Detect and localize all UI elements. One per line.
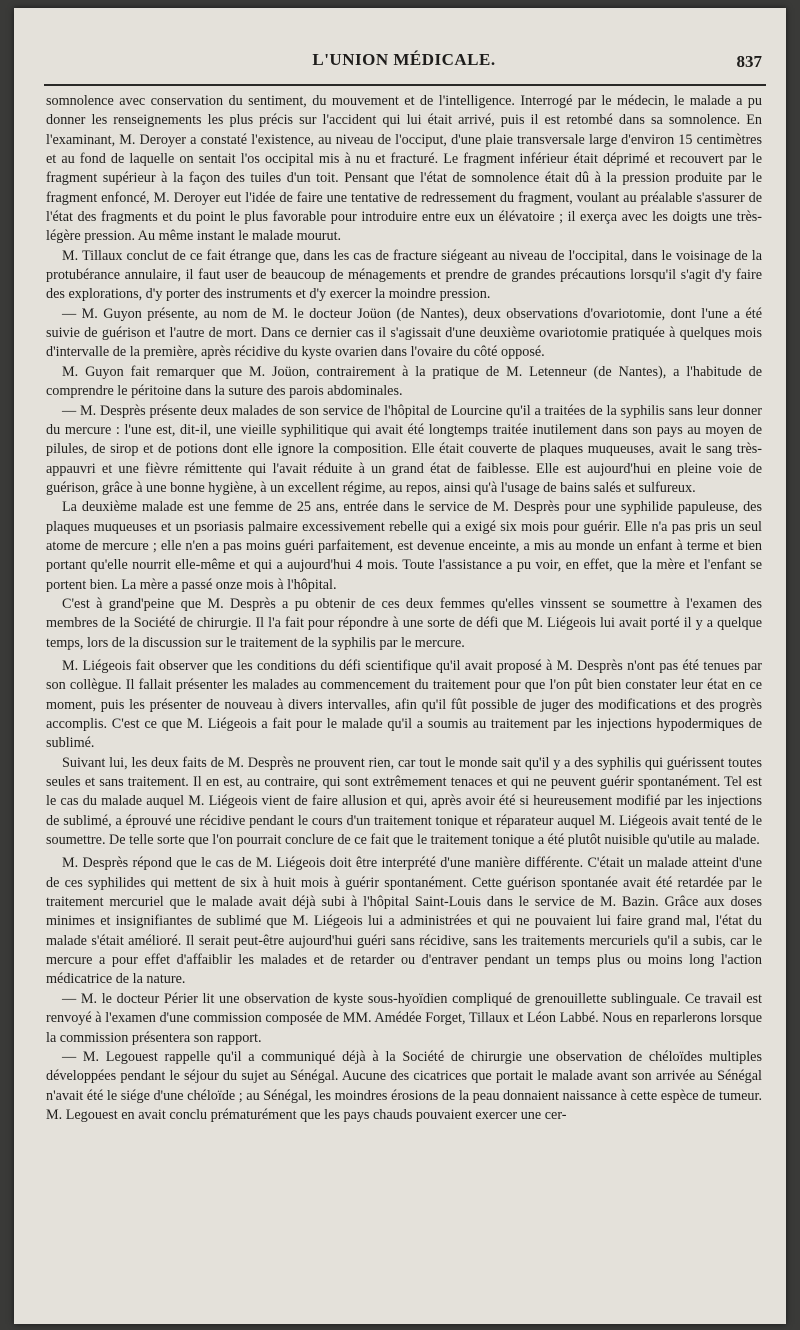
paragraph-5: — M. Desprès présente deux malades de son service de l'hôpital de Lourcine qu'il a traitées de la syphilis sans leur donner du mercure : l'une est, dit-il, une vieille syphilitique qui avait été longtemps traitée inutilement dans son pays au moyen de pilules, de sirop et de potions dont elle ignore la composition. Elle était couverte de plaques muqueuses, avait le sang très-appauvri et une fièvre rémittente qui l'avait réduite à un grand état de faiblesse. Elle est aujourd'hui en pleine voie de guérison, grâce à une bonne hygiène, à un excellent régime, au repos, ainsi qu'à l'usage de bains salés et sulfureux.: [46, 402, 762, 496]
page-number: 837: [736, 52, 762, 71]
paragraph-12: — M. Legouest rappelle qu'il a communiqué déjà à la Société de chirurgie une observation de chéloïdes multiples développées pendant le séjour du sujet au Sénégal. Aucune des cicatrices que portait le malade avant son arrivée au Sénégal n'avait été le siége d'une chéloïde ; au Sénégal, les moindres érosions de la peau donnaient naissance à cette espèce de tumeur. M. Legouest en avait conclu prématurément que les pays chauds pouvaient exercer une cer-: [46, 1048, 762, 1123]
running-title: L'UNION MÉDICALE.: [312, 50, 496, 69]
paragraph-9: Suivant lui, les deux faits de M. Desprès ne prouvent rien, car tout le monde sait qu'il y a des syphilis qui guérissent toutes seules et sans traitement. Il en est, au contraire, qui sont extrêmement tenaces et qui ne peuvent guérir spontanément. Tel est le cas du malade auquel M. Liégeois vient de faire allusion et qui, après avoir été si heureusement modifié par les injections de sublimé, a éprouvé une récidive pendant le cours d'un traitement tonique et réparateur auquel M. Liégeois avait tenté de le soumettre. De telle sorte que l'on pourrait conclure de ce fait que le traitement tonique a été plutôt nuisible qu'utile au malade.: [46, 754, 762, 849]
paragraph-2: M. Tillaux conclut de ce fait étrange que, dans les cas de fracture siégeant au niveau de l'occipital, dans le voisinage de la protubérance annulaire, il faut user de beaucoup de ménagements et prendre de grandes précautions lorsqu'il s'agit d'y faire des explorations, d'y porter des instruments et d'y exercer la moindre pression.: [46, 247, 762, 303]
paragraph-1: somnolence avec conservation du sentiment, du mouvement et de l'intelligence. Interrogé par le médecin, le malade a pu donner les renseignements les plus précis sur l'accident qui lui était arrivé, puis il est retombé dans sa somnolence. En l'examinant, M. Deroyer a constaté l'existence, au niveau de l'occiput, d'une plaie transversale large d'environ 15 centimètres et au fond de laquelle on sentait l'os occipital mis à nu et fracturé. Le fragment inférieur était déprimé et recouvert par le fragment supérieur à la façon des tuiles d'un toit. Pensant que l'état de somnolence était dû à la pression produite par le fragment enfoncé, M. Deroyer eut l'idée de faire une tentative de redressement du fragment, voulant au préalable s'assurer de l'état des fragments et du point le plus favorable pour introduire entre eux un élévatoire ; il exerça avec les doigts une très-légère pression. Au même instant le malade mourut.: [46, 93, 762, 245]
article-body: [46, 92, 762, 1125]
paragraph-4: M. Guyon fait remarquer que M. Joüon, contrairement à la pratique de M. Letenneur (de Nantes), a l'habitude de comprendre le péritoine dans la suture des parois abdominales.: [46, 363, 762, 400]
paragraph-6: La deuxième malade est une femme de 25 ans, entrée dans le service de M. Desprès pour une syphilide papuleuse, des plaques muqueuses et un psoriasis palmaire excessivement rebelle qui a exigé six mois pour guérir. Elle n'a pas pris un seul atome de mercure ; elle n'en a pas moins guéri parfaitement, est devenue enceinte, a mis au monde un enfant à terme et bien portant qu'elle nourrit elle-même et qui a aujourd'hui 4 mois. Toute l'assistance a pu voir, en effet, que la mère et l'enfant se portent bien. La mère a passé onze mois à l'hôpital.: [46, 499, 762, 593]
page-header: [44, 46, 764, 80]
paragraph-10: M. Desprès répond que le cas de M. Liégeois doit être interprété d'une manière différente. C'était un malade atteint d'une de ces syphilides qui mettent de six à huit mois à guérir spontanément. Cette guérison spontanée avait été retardée par le traitement mercuriel que le malade avait déjà subi à l'hôpital Saint-Louis dans le service de M. Bazin. Grâce aux doses minimes et insignifiantes de sublimé que M. Liégeois lui a administrées et qui ne pouvaient lui faire grand mal, l'état du malade s'était amélioré. Il serait peut-être aujourd'hui guéri sans récidive, sans les traitements mercuriels qu'il a subis, car le mercure a pour effet d'affaiblir les malades et de retarder ou d'entraver pendant un temps plus ou moins long l'action médicatrice de la nature.: [46, 855, 762, 988]
paragraph-3: — M. Guyon présente, au nom de M. le docteur Joüon (de Nantes), deux observations d'ovariotomie, dont l'une a été suivie de guérison et l'autre de mort. Dans ce dernier cas il s'agissait d'une deuxième ovariotomie pratiquée à quelques mois d'intervalle de la première, après récidive du kyste ovarien dans l'ovaire du côté opposé.: [46, 305, 762, 361]
paragraph-11: — M. le docteur Périer lit une observation de kyste sous-hyoïdien compliqué de grenouillette sublinguale. Ce travail est renvoyé à l'examen d'une commission composée de MM. Amédée Forget, Tillaux et Léon Labbé. Nous en reparlerons lorsque la commission présentera son rapport.: [46, 990, 762, 1046]
paragraph-7: C'est à grand'peine que M. Desprès a pu obtenir de ces deux femmes qu'elles vinssent se soumettre à l'examen des membres de la Société de chirurgie. Il l'a fait pour répondre à une sorte de défi que M. Liégeois lui avait porté il y a quelque temps, lors de la discussion sur le traitement de la syphilis par le mercure.: [46, 595, 762, 651]
header-rule: [44, 84, 766, 86]
paragraph-8: M. Liégeois fait observer que les conditions du défi scientifique qu'il avait proposé à M. Desprès n'ont pas été tenues par son collègue. Il fallait présenter les malades au commencement du traitement pour que l'on pût bien constater leur état en ce moment, puis les présenter de nouveau à divers intervalles, afin qu'il fût possible de juger des modifications et des progrès accomplis. C'est ce que M. Liégeois a fait pour le malade qu'il a soumis au traitement par les injections hypodermiques de sublimé.: [46, 657, 762, 752]
scanned-page: [14, 8, 786, 1324]
